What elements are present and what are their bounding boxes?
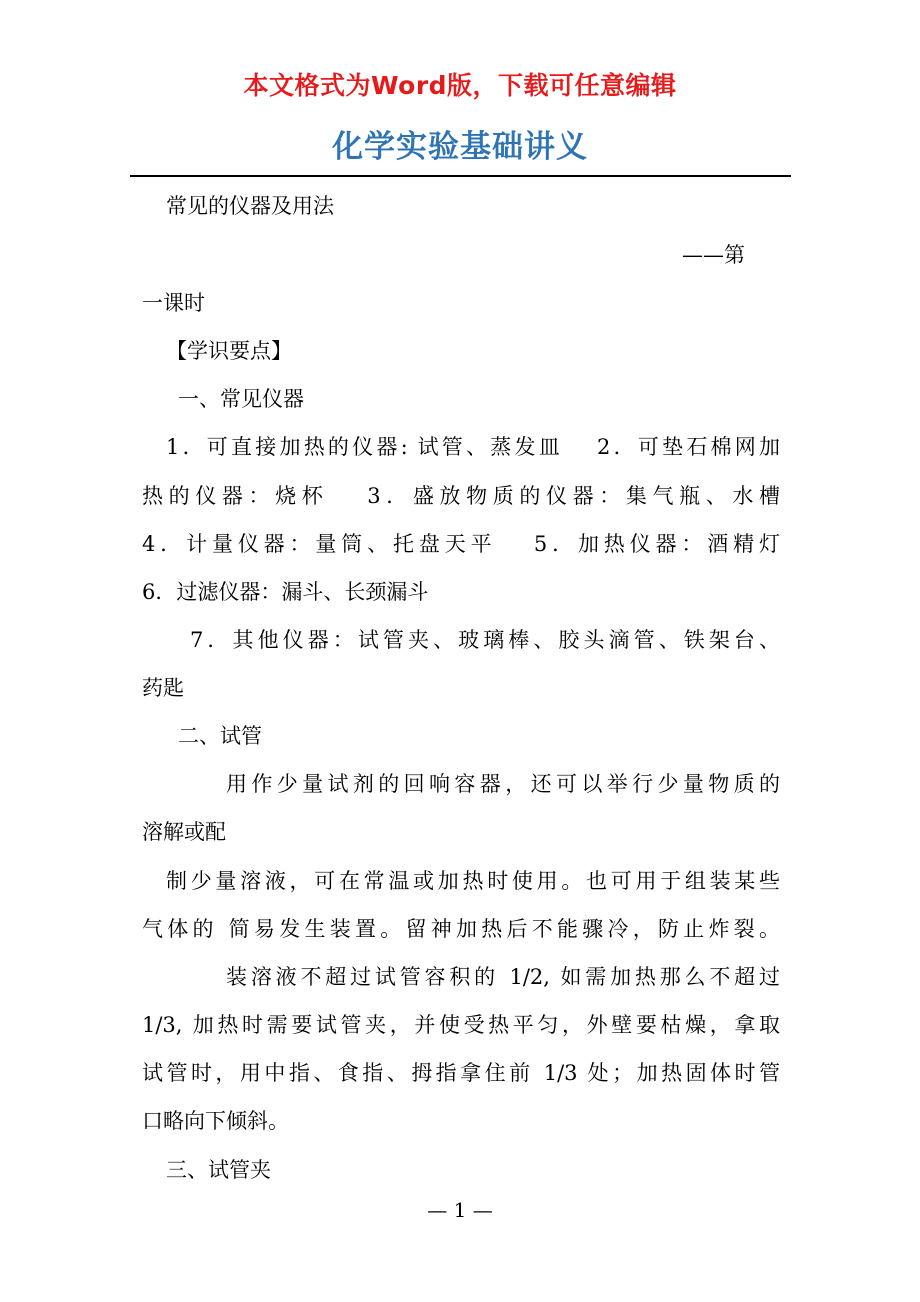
body-line: 口略向下倾斜。 bbox=[142, 1109, 289, 1133]
subheading-test-tube: 二、试管 bbox=[178, 724, 262, 748]
section-heading: 常见的仪器及用法 bbox=[166, 194, 334, 218]
body-line: 7．其他仪器：试管夹、玻璃棒、胶头滴管、铁架台、 bbox=[190, 628, 780, 652]
lesson-dash: ——第 bbox=[682, 243, 745, 267]
body-line: 1．可直接加热的仪器: 试管、蒸发皿 2．可垫石棉网加 bbox=[166, 435, 780, 459]
subheading-test-tube-clamp: 三、试管夹 bbox=[166, 1158, 271, 1182]
body-line: 4．计量仪器：量筒、托盘天平 5．加热仪器：酒精灯 bbox=[142, 532, 780, 556]
document-title: 化学实验基础讲义 bbox=[332, 129, 588, 165]
body-line: 6．过滤仪器：漏斗、长颈漏斗 bbox=[142, 580, 429, 604]
key-points-heading: 【学识要点】 bbox=[166, 339, 292, 363]
body-line: 药匙 bbox=[142, 676, 184, 700]
lesson-label: 一课时 bbox=[142, 291, 205, 315]
format-notice-banner: 本文格式为Word版，下载可任意编辑 bbox=[243, 71, 677, 100]
body-line: 用作少量试剂的回响容器，还可以举行少量物质的 bbox=[226, 772, 780, 796]
body-line: 制少量溶液，可在常温或加热时使用。也可用于组装某些 bbox=[166, 869, 780, 893]
body-line: 1/3, 加热时需要试管夹，并使受热平匀，外壁要枯燥，拿取 bbox=[142, 1013, 780, 1037]
body-line: 热的仪器：烧杯 3．盛放物质的仪器：集气瓶、水槽 bbox=[142, 484, 780, 508]
subheading-common-instruments: 一、常见仪器 bbox=[178, 387, 304, 411]
body-line: 溶解或配 bbox=[142, 820, 226, 844]
body-line: 装溶液不超过试管容积的 1/2, 如需加热那么不超过 bbox=[226, 965, 780, 989]
body-line: 气体的 简易发生装置。留神加热后不能骤冷，防止炸裂。 bbox=[142, 917, 780, 941]
header-rule bbox=[130, 175, 791, 177]
page-number: — 1 — bbox=[427, 1198, 493, 1222]
body-line: 试管时，用中指、食指、拇指拿住前 1/3 处；加热固体时管 bbox=[142, 1061, 780, 1085]
